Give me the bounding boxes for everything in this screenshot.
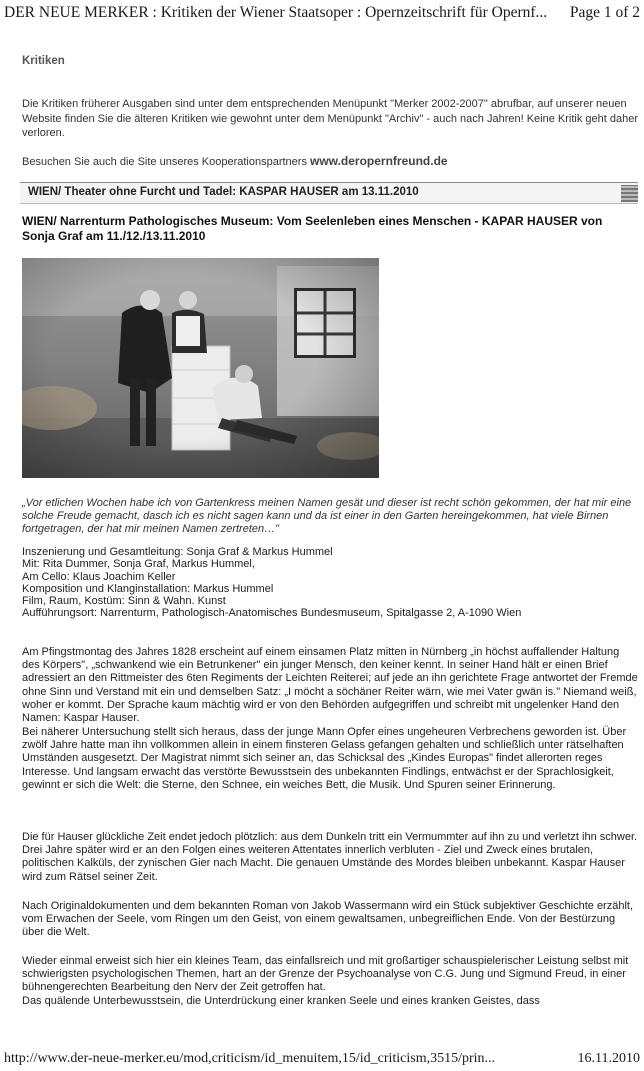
article-paragraph: Bei näherer Untersuchung stellt sich heraus, dass der junge Mann Opfer eines ungeheuren Verbrechens geworden ist. Über zwölf Jahre hatte man ihn vollkommen allein in einem finsteren Gelass gefangen gehalten und schließlich unter rätselhaften Umständen ausgesetzt. Der Magistrat nimmt sich seiner an, das Schicksal des „Kindes Europas" findet allerorten reges Interesse. Und langsam erwacht das verstörte Bewusstsein des unbekannten Findlings, entwächst er der Sprachlosigkeit, gewinnt er sich die Welt: die Sterne, den Schnee, ein weiches Bett, die Musik. Und Spuren seiner Erinnerung. [22, 726, 627, 791]
partner-text: Besuchen Sie auch die Site unseres Kooperationspartners [22, 155, 311, 168]
credit-line: Inszenierung und Gesamtleitung: Sonja Graf & Markus Hummel [22, 546, 333, 558]
partner-paragraph [22, 154, 638, 170]
article-paragraph: Wieder einmal erweist sich hier ein kleines Team, das einfallsreich und mit großartiger schauspielerischer Leistung selbst mit schwierigsten psychologischen Themen, hart an der Grenze der Psychoanalyse von C.G. Jung und Sigmund Freud, in einer bühnengerechten Bearbeitung den Nerv der Zeit getroffen hat. [22, 955, 629, 994]
intro-notice [22, 97, 638, 169]
credit-line: Komposition und Klanginstallation: Markus Hummel [22, 582, 274, 595]
banner-title[interactable]: WIEN/ Theater ohne Furcht und Tadel: KASPAR HAUSER am 13.11.2010 [28, 186, 419, 198]
article-paragraph: Die für Hauser glückliche Zeit endet jedoch plötzlich: aus dem Dunkeln tritt ein Vermummter auf ihn zu und verletzt ihn schwer. Drei Jahre später wird er an den Folgen eines weiteren Attentates innerlich verbluten - Ziel und Zweck eines brutalen, politischen Kalküls, der zynischen Gier nach Macht. Die genauen Umstände des Mordes bleiben unbekannt. Kaspar Hauser wird zum Rätsel seiner Zeit. [22, 831, 638, 883]
page-url: http://www.der-neue-merker.eu/mod,criticism/id_menuitem,15/id_criticism,3515/prin... [4, 1051, 496, 1066]
credit-line: Mit: Rita Dummer, Sonja Graf, Markus Hummel, [22, 558, 255, 571]
article-paragraph: Am Pfingstmontag des Jahres 1828 erscheint auf einem einsamen Platz mitten in Nürnberg „in höchst auffallender Haltung des Körpers", „schwankend wie ein Betrunkener" ein junger Mensch, den keiner kennt. In seiner Hand hält er einen Brief adressiert an den Rittmeister des 6ten Regiments der Leichten Reiterei; auf jede an ihn gerichtete Frage antwortet der Fremde ohne Sinn und Verstand mit ein und demselben Satz: „I möcht a söchäner Reiter wärn, wie mei Vater gwän is." Niemand weiß, woher er kommt. Der Sprache kaum mächtig wird er von den Behörden aufgegriffen und schreibt mit ungelenker Hand den Namen: Kaspar Hauser. [22, 646, 638, 725]
article-paragraph: Das quälende Unterbewusstsein, die Unterdrückung einer kranken Seele und eines kranken Geistes, dass [22, 995, 540, 1007]
print-footer [4, 1051, 640, 1069]
article-title: WIEN/ Narrenturm Pathologisches Museum: Vom Seelenleben eines Menschen - KAPAR HAUSER von Sonja Graf am 11./12./13.11.2010 [22, 214, 603, 243]
intro-paragraph: Die Kritiken früherer Ausgaben sind unter dem entsprechenden Menüpunkt "Merker 2002-2007" abrufbar, auf unserer neuen Website finden Sie die älteren Kritiken wie gewohnt unter dem Menüpunkt "Archiv" - auch nach Jahren! Keine Kritik geht daher verloren. [22, 98, 639, 139]
credit-line: Aufführungsort: Narrenturm, Pathologisch-Anatomisches Bundesmuseum, Spitalgasse 2, A-1090 Wien [22, 607, 522, 620]
print-header [4, 4, 640, 24]
stage-photo [22, 258, 379, 478]
page-number: Page 1 of 2 [569, 4, 640, 21]
print-header-title: DER NEUE MERKER : Kritiken der Wiener Staatsoper : Opernzeitschrift für Opernf... [4, 4, 548, 21]
section-label: Kritiken [22, 55, 65, 67]
credit-line: Am Cello: Klaus Joachim Keller [22, 570, 176, 583]
production-credits [22, 546, 638, 620]
print-date: 16.11.2010 [577, 1051, 640, 1066]
credit-line: Film, Raum, Kostüm: Sinn & Wahn. Kunst [22, 595, 226, 608]
related-article-banner[interactable] [20, 182, 638, 204]
article-quote: „Vor etlichen Wochen habe ich von Gartenkress meinen Namen gesät und dieser ist recht schön gekommen, der hat mir eine solche Freude gemacht, dasch ich es nicht sagen kann und da ist einer in den Garten hereingekommen, hat viele Birnen fortgetragen, der hat mir meinen Namen zertreten…" [22, 497, 632, 536]
banner-scroll-icon [621, 185, 638, 202]
article-paragraph: Nach Originaldokumenten und dem bekannten Roman von Jakob Wassermann wird ein Stück subjektiver Geschichte erzählt, vom Erwachen der Seele, vom Ringen um den Geist, von einem gewaltsamen, unbegreiflichen Ende. Von der Bestürzung über die Welt. [22, 900, 634, 939]
partner-link[interactable]: www.deropernfreund.de [310, 153, 448, 168]
